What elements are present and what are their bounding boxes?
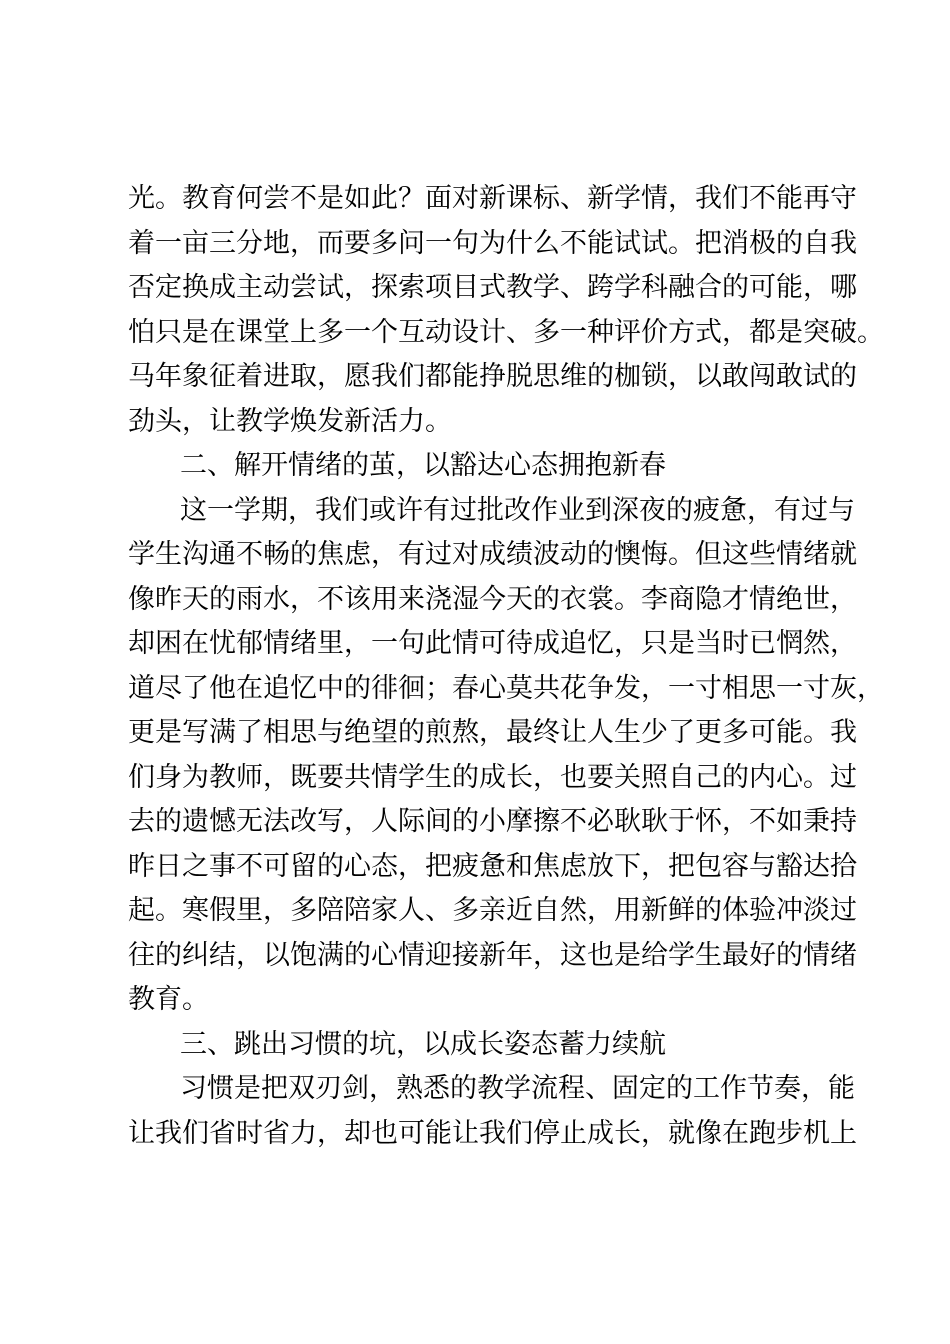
paragraph-line: 像昨天的雨水，不该用来浇湿今天的衣裳。李商隐才情绝世， [128, 583, 857, 615]
section-heading: 二、解开情绪的茧，以豁达心态拥抱新春 [180, 450, 666, 481]
paragraph-line: 昨日之事不可留的心态，把疲惫和焦虑放下，把包容与豁达拾 [128, 850, 857, 882]
paragraph-line: 教育。 [128, 984, 209, 1015]
paragraph-line: 起。寒假里，多陪陪家人、多亲近自然，用新鲜的体验冲淡过 [128, 895, 857, 926]
paragraph-line: 着一亩三分地，而要多问一句为什么不能试试。把消极的自我 [128, 227, 857, 259]
paragraph-line: 这一学期，我们或许有过批改作业到深夜的疲惫，有过与 [180, 494, 855, 526]
section-heading: 三、跳出习惯的坑，以成长姿态蓄力续航 [180, 1028, 666, 1060]
paragraph-line: 马年象征着进取，愿我们都能挣脱思维的枷锁，以敢闯敢试的 [128, 361, 857, 392]
document-body [128, 177, 884, 1156]
paragraph-line: 道尽了他在追忆中的徘徊；春心莫共花争发，一寸相思一寸灰， [128, 672, 884, 704]
paragraph-line: 却困在忧郁情绪里，一句此情可待成追忆，只是当时已惘然， [128, 628, 857, 659]
paragraph-line: 习惯是把双刃剑，熟悉的教学流程、固定的工作节奏，能 [180, 1073, 855, 1104]
paragraph-line: 让我们省时省力，却也可能让我们停止成长，就像在跑步机上 [128, 1117, 857, 1149]
paragraph-line: 劲头，让教学焕发新活力。 [128, 405, 452, 437]
paragraph-line: 往的纠结，以饱满的心情迎接新年，这也是给学生最好的情绪 [128, 939, 857, 971]
paragraph-line: 们身为教师，既要共情学生的成长，也要关照自己的内心。过 [128, 761, 857, 793]
paragraph-line: 光。教育何尝不是如此？面对新课标、新学情，我们不能再守 [128, 183, 857, 214]
paragraph-line: 更是写满了相思与绝望的煎熬，最终让人生少了更多可能。我 [128, 717, 857, 748]
paragraph-line: 否定换成主动尝试，探索项目式教学、跨学科融合的可能，哪 [128, 272, 857, 303]
paragraph-line: 去的遗憾无法改写，人际间的小摩擦不必耿耿于怀，不如秉持 [128, 806, 857, 837]
paragraph-line: 怕只是在课堂上多一个互动设计、多一种评价方式，都是突破。 [128, 316, 884, 348]
paragraph-line: 学生沟通不畅的焦虑，有过对成绩波动的懊悔。但这些情绪就 [128, 539, 857, 570]
